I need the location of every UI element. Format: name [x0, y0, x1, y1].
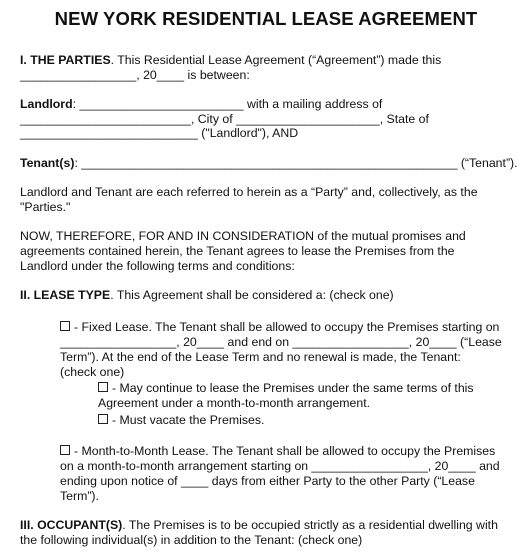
- tenant-line: [20, 156, 518, 171]
- continue-lease-text: - May continue to lease the Premises under the same terms of this: [112, 381, 474, 395]
- occupants-line-1: [20, 518, 498, 533]
- tenant-label: Tenant(s): [20, 156, 75, 170]
- parties-line-2: _________________, 20____ is between:: [20, 68, 250, 82]
- lease-type-heading: II. LEASE TYPE: [20, 288, 111, 302]
- continue-lease-checkbox[interactable]: [98, 382, 108, 392]
- vacate-text: - Must vacate the Premises.: [112, 413, 265, 427]
- occupants-text: . The Premises is to be occupied strictly as a residential dwelling with: [122, 518, 498, 532]
- lease-type-intro: . This Agreement shall be considered a: (check one): [110, 288, 394, 302]
- parties-line-1: [20, 53, 441, 68]
- occupants-heading: III. OCCUPANT(S): [20, 518, 123, 532]
- fixed-lease-line-1: [60, 320, 499, 335]
- landlord-line-3: __________________________ ("Landlord"), AND: [20, 126, 299, 140]
- fixed-lease-line-3: Term”). At the end of the Lease Term and no renewal is made, the Tenant:: [60, 350, 461, 364]
- monthly-lease-checkbox[interactable]: [60, 445, 70, 455]
- monthly-lease-line-3: ending upon notice of ____ days from either Party to the other Party (“Lease: [60, 474, 475, 488]
- fixed-lease-line-4: (check one): [60, 365, 125, 379]
- landlord-line-2: _________________________, City of _____________________, State of: [20, 112, 429, 126]
- collectively-line-2: "Parties.": [20, 200, 71, 214]
- document-title: NEW YORK RESIDENTIAL LEASE AGREEMENT: [54, 8, 478, 29]
- collectively-line-1: Landlord and Tenant are each referred to herein as a “Party” and, collectively, as the: [20, 185, 478, 199]
- occupants-line-2: the following individual(s) in addition to the Tenant: (check one): [20, 533, 363, 547]
- tenant-text: : _______________________________________________________ (“Tenant”).: [74, 156, 518, 170]
- landlord-line-1: [20, 97, 382, 112]
- fixed-lease-text: - Fixed Lease. The Tenant shall be allowed to occupy the Premises starting on: [74, 320, 500, 334]
- parties-text: . This Residential Lease Agreement (“Agreement”) made this: [110, 53, 442, 67]
- monthly-lease-line-4: Term”).: [60, 489, 99, 503]
- vacate-option-line: [98, 413, 264, 428]
- landlord-text: : ________________________ with a mailing address of: [72, 97, 383, 111]
- landlord-label: Landlord: [20, 97, 73, 111]
- lease-type-line: [20, 288, 394, 303]
- consideration-line-2: agreements contained herein, the Tenant agrees to lease the Premises from the: [20, 244, 455, 258]
- fixed-lease-line-2: _________________, 20____ and end on _________________, 20____ (“Lease: [60, 335, 502, 349]
- parties-heading: I. THE PARTIES: [20, 53, 111, 67]
- monthly-lease-text: - Month-to-Month Lease. The Tenant shall be allowed to occupy the Premises: [74, 444, 496, 458]
- fixed-lease-checkbox[interactable]: [60, 321, 70, 331]
- consideration-line-3: Landlord under the following terms and conditions:: [20, 259, 295, 273]
- month-to-month-option-line-2: Agreement under a month-to-month arrangement.: [98, 396, 371, 410]
- vacate-checkbox[interactable]: [98, 414, 108, 424]
- monthly-lease-line-1: [60, 444, 495, 459]
- consideration-line-1: NOW, THEREFORE, FOR AND IN CONSIDERATION of the mutual promises and: [20, 229, 466, 243]
- monthly-lease-line-2: on a month-to-month arrangement starting on _________________, 20____ and: [60, 459, 500, 473]
- month-to-month-option-line-1: [98, 381, 474, 396]
